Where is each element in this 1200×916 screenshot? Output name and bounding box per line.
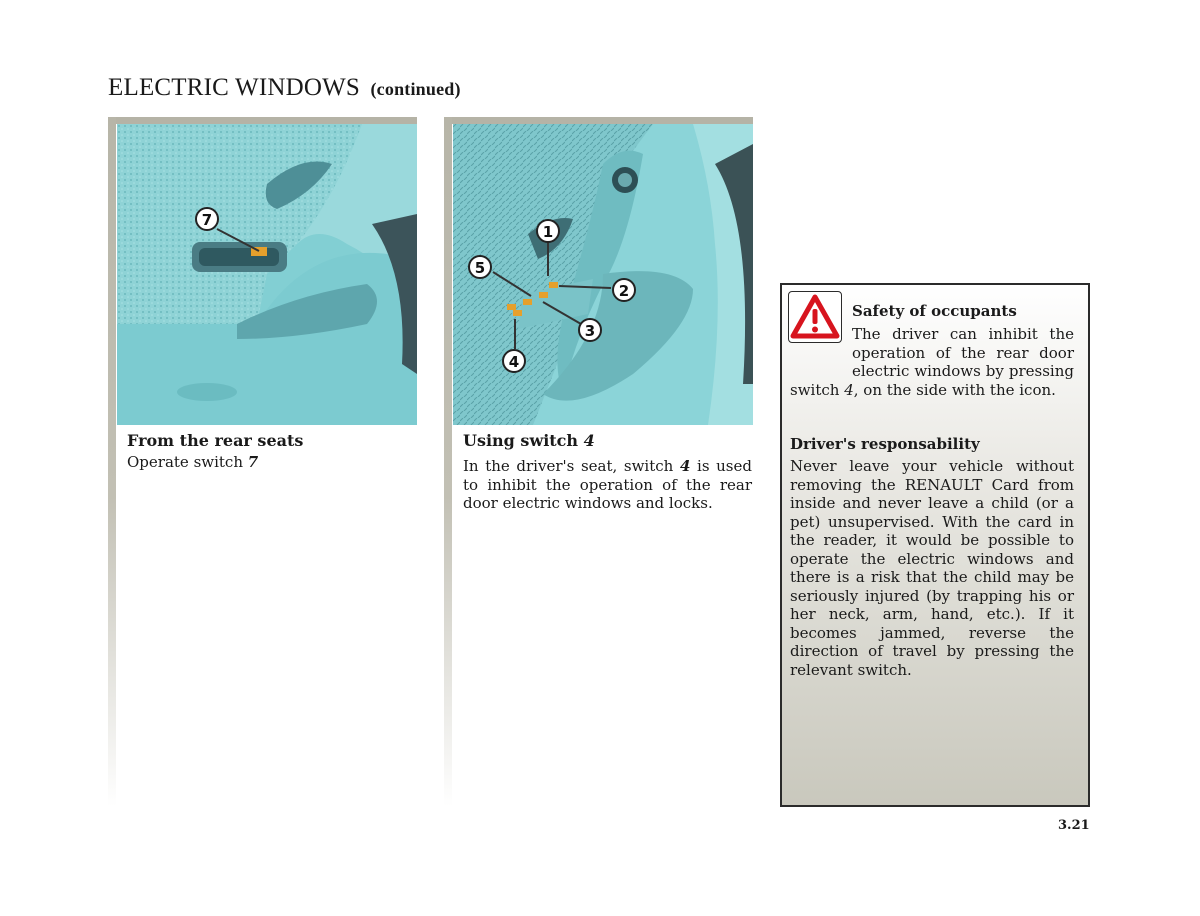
safety-box-title: Safety of occupants: [852, 302, 1017, 320]
safety-text-switch: 4: [844, 380, 854, 399]
page-number: 3.21: [1058, 818, 1090, 833]
responsibility-text: Never leave your vehicle without removing the RENAULT Card from inside and never leave a child (or a pet) unsupervised. With the card in the reader, it would be possible to operate the electric windows and there is a risk that the child may be seriously injured (by trapping his or her neck, arm, hand, etc.). If it becomes jammed, reverse the direction of travel by pressing the relevant switch.: [790, 457, 1074, 679]
page-title: [108, 74, 461, 102]
callout-4-label: 4: [508, 353, 520, 371]
callout-7-label: 7: [201, 211, 213, 229]
responsibility-title: Driver's responsability: [790, 435, 980, 453]
left-column-rule: [108, 117, 116, 807]
page-title-continued: (continued): [370, 79, 461, 99]
middle-column-bar: [444, 117, 753, 124]
middle-section-text: [463, 457, 752, 513]
middle-title-switch: 4: [583, 431, 595, 450]
page-title-main: ELECTRIC WINDOWS: [108, 74, 361, 101]
safety-text-part1: The driver can inhibit the operation of the rear door electric windows by pressing switch: [790, 325, 1074, 399]
driver-door-photo: [453, 124, 753, 425]
middle-text-part1: In the driver's seat, switch: [463, 457, 680, 475]
rear-door-photo: [117, 124, 417, 425]
middle-title-prefix: Using switch: [463, 431, 584, 450]
left-section-text: [127, 453, 407, 472]
left-section-title: From the rear seats: [127, 431, 304, 450]
middle-text-switch: 4: [679, 457, 691, 475]
left-text-prefix: Operate switch: [127, 453, 248, 471]
middle-column-rule: [444, 117, 452, 807]
safety-text-part2: , on the side with the icon.: [853, 380, 1056, 399]
middle-text-part2: is used to inhibit the operation of the rear door electric windows and locks.: [463, 457, 752, 512]
callout-2-label: 2: [618, 282, 630, 300]
callout-1-label: 1: [542, 223, 554, 241]
left-text-switch: 7: [247, 453, 259, 471]
safety-box: [780, 283, 1090, 807]
callout-5-label: 5: [474, 259, 486, 277]
callout-3-label: 3: [584, 322, 596, 340]
safety-box-text: [790, 325, 1074, 399]
left-column-bar: [108, 117, 417, 124]
middle-section-title: [463, 431, 595, 450]
